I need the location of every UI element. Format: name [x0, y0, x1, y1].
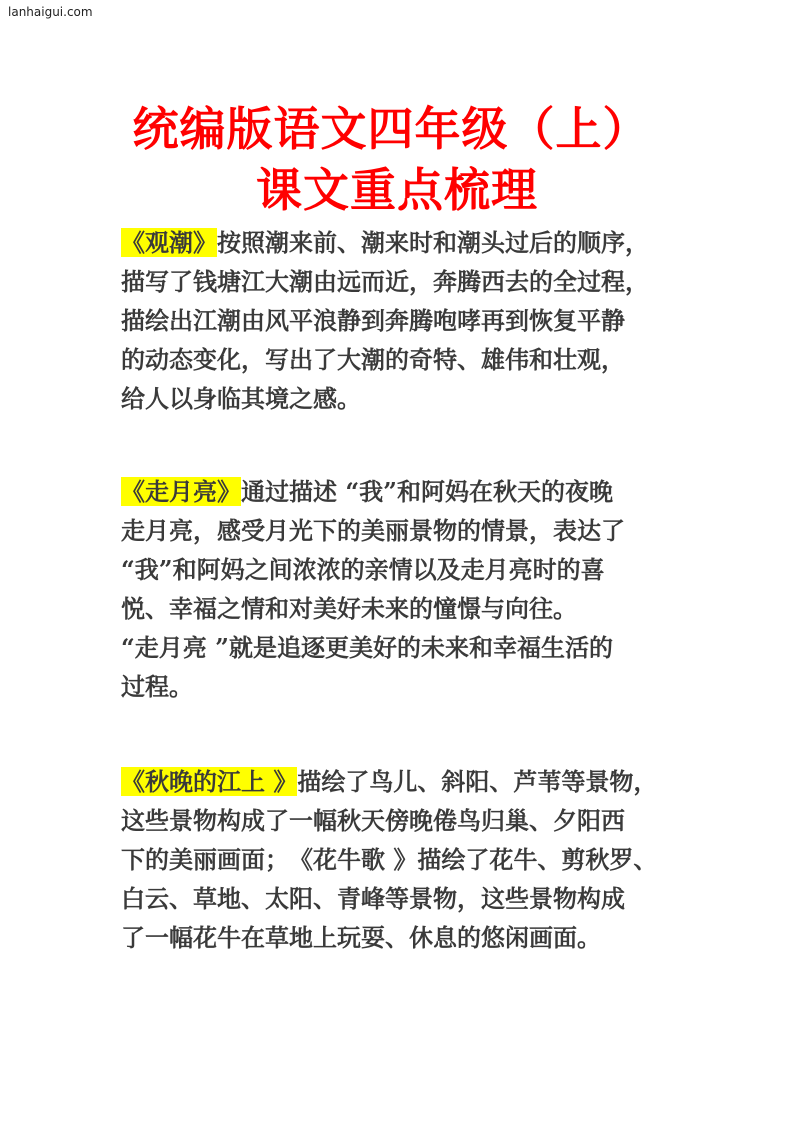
paragraph-line: 过程。 — [121, 672, 193, 701]
document-title: 统编版语文四年级（上） — [132, 102, 650, 156]
lesson-title-highlight: 《秋晚的江上 》 — [121, 767, 298, 796]
paragraph-line: 下的美丽画面； 《花牛歌 》描绘了花牛、剪秋罗、 — [121, 845, 658, 874]
paragraph-line: “走月亮 ”就是追逐更美好的未来和幸福生活的 — [121, 633, 613, 662]
paragraph-line: 走月亮，感受月光下的美丽景物的情景，表达了 — [121, 516, 625, 545]
section-qiuwan — [121, 762, 741, 957]
paragraph-line: 了一幅花牛在草地上玩耍、休息的悠闲画面。 — [121, 923, 601, 952]
section-zouyueliang — [121, 472, 741, 706]
paragraph-line: 白云、草地、太阳、青峰等景物，这些景物构成 — [121, 884, 625, 913]
paragraph-line: 描绘出江潮由风平浪静到奔腾咆哮再到恢复平静 — [121, 306, 625, 335]
paragraph-line: “我”和阿妈之间浓浓的亲情以及走月亮时的喜 — [121, 555, 605, 584]
paragraph-line: 《观潮》按照潮来前、潮来时和潮头过后的顺序， — [121, 228, 649, 257]
paragraph-line: 给人以身临其境之感。 — [121, 384, 361, 413]
section-guanchao — [121, 223, 741, 418]
paragraph-line: 的动态变化，写出了大潮的奇特、雄伟和壮观， — [121, 345, 625, 374]
lesson-title-highlight: 《观潮》 — [121, 228, 217, 257]
inline-lesson-title: 《花牛歌 》 — [301, 845, 418, 874]
paragraph-line: 《走月亮》通过描述 “我”和阿妈在秋天的夜晚 — [121, 477, 613, 506]
paragraph-line: 描写了钱塘江大潮由远而近，奔腾西去的全过程， — [121, 267, 649, 296]
paragraph-line: 《秋晚的江上 》描绘了鸟儿、斜阳、芦苇等景物， — [121, 767, 658, 796]
document-subtitle: 课文重点梳理 — [256, 163, 538, 217]
paragraph-line: 悦、幸福之情和对美好未来的憧憬与向往。 — [121, 594, 577, 623]
lesson-title-highlight: 《走月亮》 — [121, 477, 241, 506]
paragraph-line: 这些景物构成了一幅秋天傍晚倦鸟归巢、夕阳西 — [121, 806, 625, 835]
site-watermark: lanhaigui.com — [8, 5, 93, 19]
